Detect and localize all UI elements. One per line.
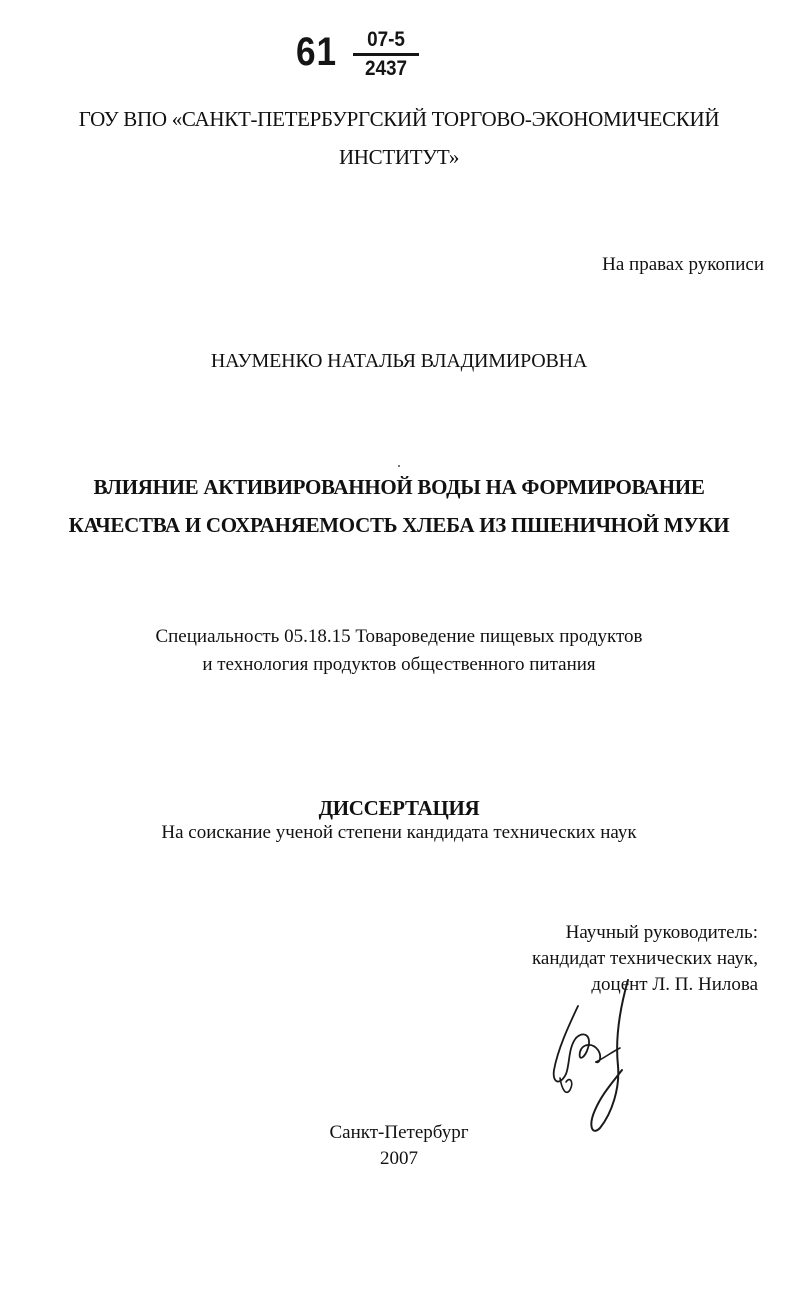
supervisor-name: доцент Л. П. Нилова xyxy=(591,974,758,995)
catalog-fraction-line xyxy=(353,53,419,56)
supervisor-degree: кандидат технических наук, xyxy=(531,948,758,969)
dissertation-title xyxy=(0,468,798,544)
handwritten-signature xyxy=(540,978,650,1138)
specialty-line-2: и технология продуктов общественного питания xyxy=(202,654,596,675)
catalog-fraction xyxy=(353,28,419,81)
year: 2007 xyxy=(380,1148,418,1169)
manuscript-rights-note: На правах рукописи xyxy=(602,254,764,275)
city: Санкт-Петербург xyxy=(329,1122,469,1143)
supervisor-label: Научный руководитель: xyxy=(565,922,758,943)
author-name: НАУМЕНКО НАТАЛЬЯ ВЛАДИМИРОВНА xyxy=(210,350,588,372)
document-type: ДИССЕРТАЦИЯ xyxy=(318,796,480,820)
scan-speck xyxy=(398,465,400,467)
title-line-1: ВЛИЯНИЕ АКТИВИРОВАННОЙ ВОДЫ НА ФОРМИРОВАНИЕ xyxy=(93,475,705,499)
degree-sought: На соискание ученой степени кандидата технических наук xyxy=(161,822,637,843)
institution-name xyxy=(0,100,798,176)
catalog-fraction-bottom: 2437 xyxy=(364,57,408,80)
specialty-line-1: Специальность 05.18.15 Товароведение пищевых продуктов xyxy=(155,626,643,647)
institution-line-1: ГОУ ВПО «САНКТ-ПЕТЕРБУРГСКИЙ ТОРГОВО-ЭКОНОМИЧЕСКИЙ xyxy=(78,107,720,131)
catalog-number-main: 61 xyxy=(296,30,337,74)
institution-line-2: ИНСТИТУТ» xyxy=(338,145,460,169)
catalog-fraction-top: 07-5 xyxy=(367,28,405,51)
title-line-2: КАЧЕСТВА И СОХРАНЯЕМОСТЬ ХЛЕБА ИЗ ПШЕНИЧНОЙ МУКИ xyxy=(68,513,730,537)
specialty xyxy=(0,623,798,679)
publication-place-year xyxy=(0,1120,798,1172)
